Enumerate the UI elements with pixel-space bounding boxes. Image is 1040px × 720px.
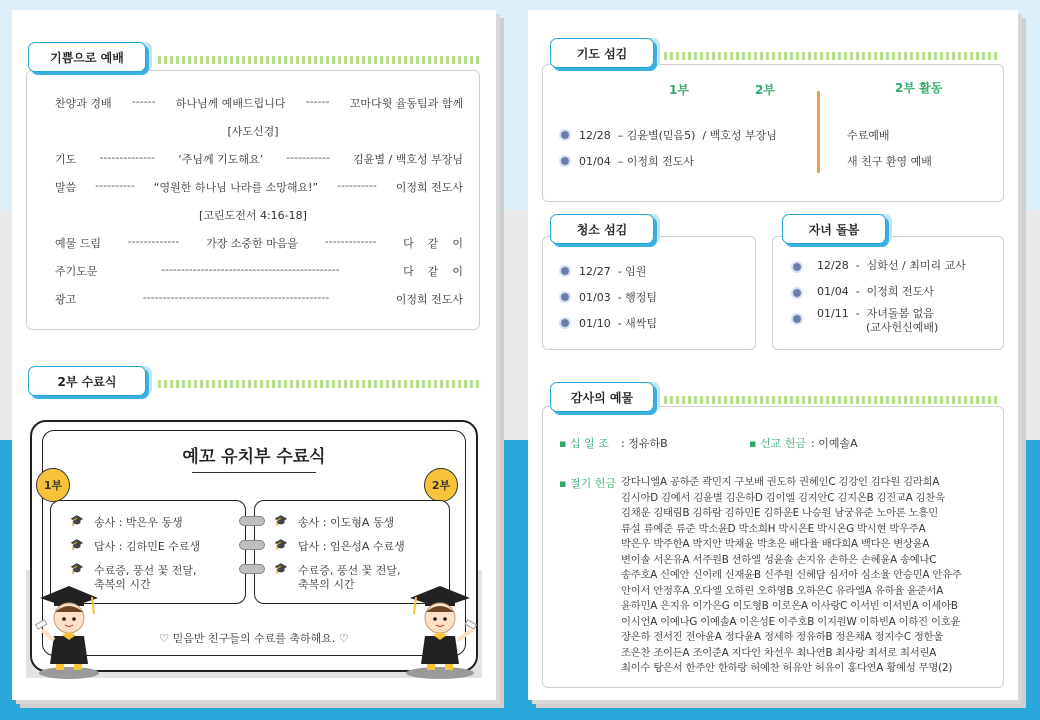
prayer-col-activity: 2부 활동 (895, 81, 943, 95)
worship-item-leader: 다 같 이 (403, 265, 463, 278)
graduation-card (12, 420, 496, 690)
worship-item-title: “영원한 하나님 나라를 소망해요!” (153, 181, 319, 194)
binder-ring (239, 564, 265, 574)
worship-item-name: 광고 (55, 293, 77, 306)
worship-dash: ---------- (337, 179, 377, 192)
cleaning-item: 01/03 - 행정팀 (579, 291, 658, 304)
bullet-icon (793, 263, 801, 271)
worship-item-name: 찬양과 경배 (55, 97, 112, 110)
cleaning-item: 01/10 - 새싹팀 (579, 317, 658, 330)
worship-row (27, 263, 479, 279)
graduation-tab: 2부 수료식 (28, 366, 146, 396)
worship-dash: ------------- (127, 235, 180, 248)
worship-row (27, 235, 479, 251)
diploma-icon: 🎓 (70, 514, 84, 527)
offering-names-line: 안이서 안정후A 오다엘 오하린 오하영B 오하은C 유라엘A 유하율 윤준서A (621, 584, 944, 597)
worship-dash: ----------- (286, 151, 330, 164)
binder-ring (239, 540, 265, 550)
worship-item-leader: 다 같 이 (403, 237, 463, 250)
prayer-item: 12/28 – 김윤별(믿음5) / 백호성 부장님 (579, 129, 777, 142)
bullet-icon (561, 319, 569, 327)
title-underline (192, 472, 316, 473)
worship-item-leader: 김윤별 / 백호성 부장님 (353, 153, 463, 166)
worship-order-box (26, 70, 480, 330)
graduation-footer: ♡ 믿음반 친구들의 수료를 축하해요. ♡ (159, 632, 349, 645)
cleaning-box (542, 236, 756, 350)
offering-names-line: 김시아D 김예서 김윤별 김은하D 김이엘 김지안C 김지온B 김진교A 김찬욱 (621, 491, 945, 504)
graduation-tab-dash (158, 380, 482, 388)
worship-row-content (55, 95, 463, 111)
offering-names-line: 김채운 김태림B 김하람 김하민E 김하운E 나승원 남궁유준 노아론 노흥민 (621, 507, 938, 519)
worship-dash: ------ (305, 95, 330, 108)
worship-dash: --------------------------------------------- (161, 263, 340, 276)
graduation-item: 수료증, 풍선 꽃 전달, 축복의 시간 (298, 564, 401, 591)
prayer-col-part1: 1부 (669, 83, 689, 97)
graduation-item: 답사 : 임은성A 수료생 (298, 540, 405, 553)
offering-tab-dash (664, 396, 1000, 404)
worship-row-content (55, 235, 463, 251)
worship-row-content (55, 263, 463, 279)
worship-item-title: ‘주님께 기도해요’ (178, 153, 264, 166)
childcare-tab: 자녀 돌봄 (782, 214, 886, 244)
worship-item-name: 예물 드림 (55, 237, 102, 250)
offering-names-line: 최이수 탕은서 한주안 한하랑 허예찬 허유안 허유이 홍다연A 황예성 무명(2) (621, 662, 953, 674)
childcare-item: 01/04 - 이정희 전도사 (817, 285, 934, 298)
prayer-tab-dash (664, 52, 1000, 60)
offering-names-line: 윤하민A 은지유 이가은G 이도형B 이로은A 이사랑C 이서빈 이서빈A 이세아B (621, 600, 958, 612)
prayer-item: 01/04 – 이정희 전도사 (579, 155, 694, 168)
worship-row (27, 207, 479, 223)
offering-names-line: 변이솔 서온유A 서주원B 선하엘 성윤솔 손지유 손하은 손혜윤A 송예나C (621, 553, 937, 566)
worship-row (27, 179, 479, 195)
worship-item-title: 하나님께 예배드립니다 (175, 97, 286, 110)
part2-badge: 2부 (424, 468, 458, 502)
worship-row-content (55, 291, 463, 307)
bullet-icon (561, 157, 569, 165)
mission-value: : 이예솔A (811, 437, 858, 450)
childcare-item: 01/11 - 자녀돌봄 없음 (교사헌신예배) (817, 307, 939, 334)
right-page (528, 10, 1018, 700)
activity-item: 수료예배 (847, 129, 890, 142)
worship-dash: ----------------------------------------------- (142, 291, 330, 304)
offering-tab: 감사의 예물 (550, 382, 654, 412)
prayer-divider (817, 91, 820, 173)
bullet-icon (793, 289, 801, 297)
worship-row (27, 151, 479, 167)
bullet-icon (561, 293, 569, 301)
worship-row-content (55, 179, 463, 195)
childcare-box (772, 236, 1004, 350)
bullet-icon (561, 131, 569, 139)
worship-row (27, 95, 479, 111)
worship-item-leader: 이정희 전도사 (395, 293, 463, 306)
cleaning-item: 12/27 - 임원 (579, 265, 647, 278)
regular-offering-list (621, 475, 1003, 677)
worship-item-leader: 꼬마다윗 율동팀과 함께 (349, 97, 463, 110)
offering-names-line: 조은찬 조이든A 조이준A 지다인 차선우 최나연B 최사랑 최서로 최서린A (621, 646, 937, 659)
childcare-item: 12/28 - 심화선 / 최미리 교사 (817, 259, 966, 272)
mission-label: ▪ 선교 헌금 (749, 437, 806, 450)
offering-names-line: 장은하 전서진 전아윤A 정다윤A 정세하 정유하B 정은채A 정지수C 정한울 (621, 631, 944, 643)
worship-row (27, 291, 479, 307)
graduate-kid-left-illustration (34, 580, 104, 680)
offering-box (542, 406, 1004, 688)
worship-scripture: [사도신경] (227, 125, 279, 138)
regular-label: ▪ 절기 헌금 (559, 477, 616, 490)
graduation-title: 예꼬 유치부 수료식 (182, 447, 326, 467)
cleaning-tab: 청소 섬김 (550, 214, 654, 244)
offering-names-line: 이시언A 이예나G 이예솔A 이은성E 이주호B 이지원W 이하빈A 이하진 이호윤 (621, 615, 961, 628)
worship-dash: ---------- (95, 179, 135, 192)
prayer-box (542, 64, 1004, 202)
worship-dash: ------------- (324, 235, 377, 248)
offering-names-line: 강다니엘A 공하준 곽민지 구보배 권도하 권혜인C 김강인 김다원 김라희A (621, 476, 940, 488)
prayer-col-part2: 2부 (755, 83, 775, 97)
worship-dash: -------------- (99, 151, 156, 164)
worship-tab: 기쁨으로 예배 (28, 42, 146, 72)
left-page (12, 10, 496, 700)
worship-dash: ------ (131, 95, 156, 108)
offering-names-line: 송주호A 신예안 신이레 신재윤B 신주원 신혜담 심서아 심소율 안승민A 안유주 (621, 569, 962, 581)
diploma-icon: 🎓 (274, 514, 288, 527)
diploma-icon: 🎓 (274, 562, 288, 575)
diploma-icon: 🎓 (70, 562, 84, 575)
activity-item: 새 친구 환영 예배 (847, 155, 932, 168)
worship-item-title: 가장 소중한 마음을 (206, 237, 299, 250)
worship-row-content (55, 151, 463, 167)
offering-names-line: 류설 류예준 류준 박소윤D 박소희H 박시온E 박시온G 박시현 박우주A (621, 522, 926, 535)
graduation-item: 수료증, 풍선 꽃 전달, 축복의 시간 (94, 564, 197, 591)
bullet-icon (793, 315, 801, 323)
graduation-item: 송사 : 이도형A 동생 (298, 516, 395, 529)
worship-row (27, 123, 479, 139)
bullet-icon (561, 267, 569, 275)
tithe-label: ▪ 십 일 조 (559, 437, 609, 450)
graduation-item: 송사 : 박은우 동생 (94, 516, 183, 529)
offering-names-line: 박은우 박주한A 박지안 박채윤 박초은 배다율 배다희A 백다은 변상윤A (621, 538, 930, 550)
worship-item-name: 말씀 (55, 181, 77, 194)
worship-scripture: [고린도전서 4:16-18] (199, 209, 307, 222)
binder-ring (239, 516, 265, 526)
graduate-kid-right-illustration (400, 580, 480, 680)
worship-tab-dash (158, 56, 482, 64)
graduation-item: 답사 : 김하민E 수료생 (94, 540, 201, 553)
diploma-icon: 🎓 (274, 538, 288, 551)
tithe-value: : 정유하B (621, 437, 668, 450)
diploma-icon: 🎓 (70, 538, 84, 551)
part1-badge: 1부 (36, 468, 70, 502)
worship-item-leader: 이정희 전도사 (395, 181, 463, 194)
worship-item-name: 기도 (55, 153, 77, 166)
prayer-tab: 기도 섬김 (550, 38, 654, 68)
worship-item-name: 주기도문 (55, 265, 98, 278)
